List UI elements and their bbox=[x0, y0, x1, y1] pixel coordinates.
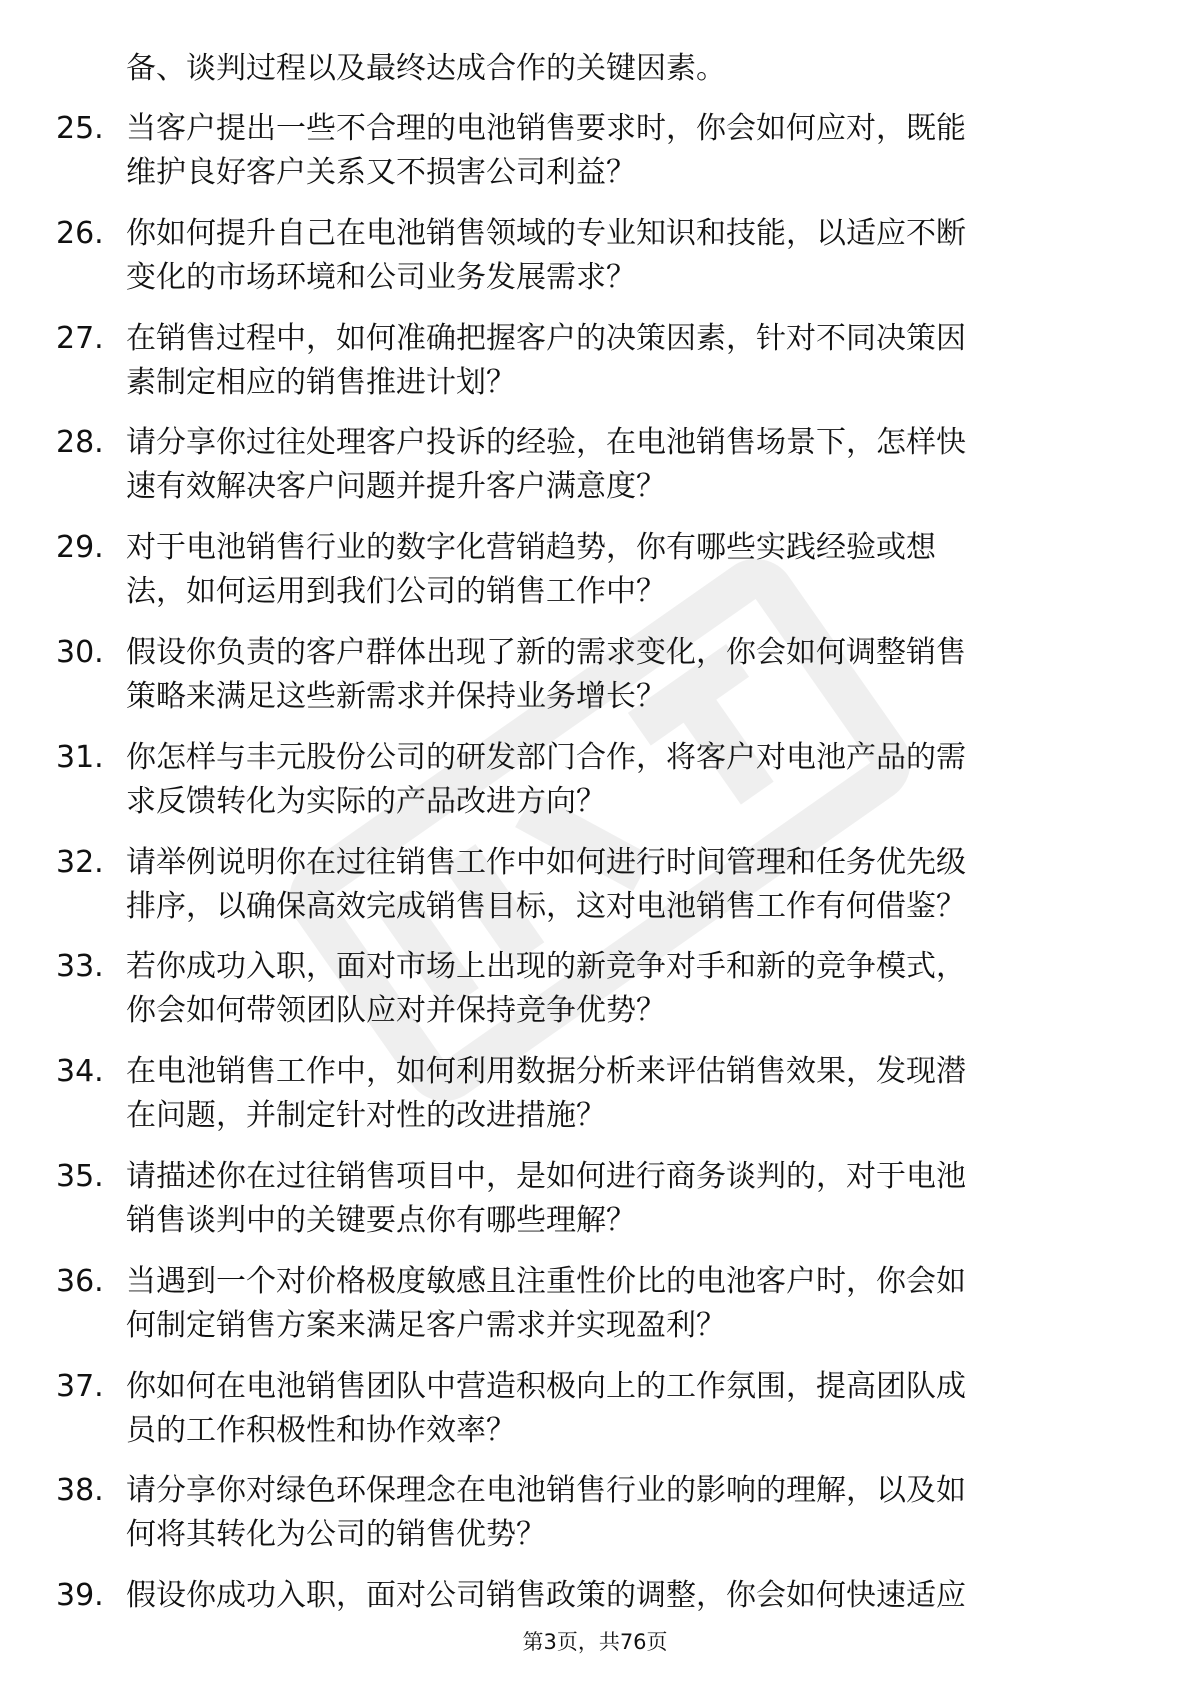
question-item bbox=[0, 946, 1190, 1051]
question-number: 30. bbox=[56, 634, 104, 670]
question-item bbox=[0, 1051, 1190, 1156]
question-text-line: 维护良好客户关系又不损害公司利益？ bbox=[126, 155, 636, 190]
question-text-line: 请分享你对绿色环保理念在电池销售行业的影响的理解，以及如 bbox=[126, 1473, 966, 1509]
question-number: 35. bbox=[56, 1158, 104, 1194]
question-text-line: 当遇到一个对价格极度敏感且注重性价比的电池客户时，你会如 bbox=[126, 1263, 966, 1299]
question-text-line: 速有效解决客户问题并提升客户满意度？ bbox=[126, 469, 666, 505]
question-text-line: 假设你成功入职，面对公司销售政策的调整，你会如何快速适应 bbox=[126, 1578, 966, 1614]
question-item bbox=[0, 1261, 1190, 1366]
question-number: 31. bbox=[56, 739, 104, 775]
question-text-line: 排序，以确保高效完成销售目标，这对电池销售工作有何借鉴？ bbox=[126, 888, 966, 924]
question-text-line: 求反馈转化为实际的产品改进方向？ bbox=[126, 783, 606, 819]
question-text-line: 请举例说明你在过往销售工作中如何进行时间管理和任务优先级 bbox=[126, 844, 966, 880]
question-number: 38. bbox=[56, 1473, 104, 1509]
question-text-line: 若你成功入职，面对市场上出现的新竞争对手和新的竞争模式， bbox=[126, 949, 966, 985]
question-text-line: 销售谈判中的关键要点你有哪些理解？ bbox=[126, 1202, 636, 1238]
question-number: 37. bbox=[56, 1368, 104, 1404]
question-item bbox=[0, 422, 1190, 527]
question-text-line: 你怎样与丰元股份公司的研发部门合作，将客户对电池产品的需 bbox=[126, 739, 966, 775]
question-number: 29. bbox=[56, 530, 104, 566]
question-text-line: 法，如何运用到我们公司的销售工作中？ bbox=[126, 574, 666, 610]
question-number: 27. bbox=[56, 320, 104, 356]
question-item bbox=[0, 213, 1190, 318]
question-text-line: 当客户提出一些不合理的电池销售要求时，你会如何应对，既能 bbox=[126, 111, 966, 146]
question-text-line: 请描述你在过往销售项目中，是如何进行商务谈判的，对于电池 bbox=[126, 1158, 966, 1194]
question-item bbox=[0, 1470, 1190, 1575]
continued-question-text: 备、谈判过程以及最终达成合作的关键因素。 bbox=[126, 51, 726, 86]
question-text-line: 员的工作积极性和协作效率？ bbox=[126, 1412, 516, 1448]
question-item bbox=[0, 527, 1190, 632]
question-number: 28. bbox=[56, 425, 104, 461]
question-text-line: 何将其转化为公司的销售优势？ bbox=[126, 1517, 546, 1553]
question-item bbox=[0, 737, 1190, 842]
question-number: 32. bbox=[56, 844, 104, 880]
question-number: 34. bbox=[56, 1054, 104, 1090]
question-number: 36. bbox=[56, 1263, 104, 1299]
question-text-line: 在问题，并制定针对性的改进措施？ bbox=[126, 1098, 606, 1134]
question-text-line: 你会如何带领团队应对并保持竞争优势？ bbox=[126, 993, 666, 1029]
question-item bbox=[0, 1156, 1190, 1261]
question-list bbox=[0, 108, 1190, 1680]
question-text-line: 变化的市场环境和公司业务发展需求？ bbox=[126, 259, 636, 295]
page-number-footer: 第3页，共76页 bbox=[522, 1630, 668, 1654]
question-text-line: 策略来满足这些新需求并保持业务增长？ bbox=[126, 678, 666, 714]
question-item bbox=[0, 1366, 1190, 1471]
question-text-line: 假设你负责的客户群体出现了新的需求变化，你会如何调整销售 bbox=[126, 634, 966, 670]
question-number: 25. bbox=[56, 111, 104, 146]
question-text-line: 在销售过程中，如何准确把握客户的决策因素，针对不同决策因 bbox=[126, 320, 966, 356]
question-number: 26. bbox=[56, 215, 104, 251]
question-text-line: 请分享你过往处理客户投诉的经验，在电池销售场景下，怎样快 bbox=[126, 425, 966, 461]
question-text-line: 素制定相应的销售推进计划？ bbox=[126, 364, 516, 400]
question-text-line: 何制定销售方案来满足客户需求并实现盈利？ bbox=[126, 1307, 726, 1343]
question-number: 39. bbox=[56, 1578, 104, 1614]
question-item bbox=[0, 108, 1190, 213]
question-item bbox=[0, 318, 1190, 423]
question-text-line: 对于电池销售行业的数字化营销趋势，你有哪些实践经验或想 bbox=[126, 530, 936, 566]
question-text-line: 在电池销售工作中，如何利用数据分析来评估销售效果，发现潜 bbox=[126, 1054, 966, 1090]
question-text-line: 你如何提升自己在电池销售领域的专业知识和技能，以适应不断 bbox=[126, 215, 966, 251]
question-text-line: 你如何在电池销售团队中营造积极向上的工作氛围，提高团队成 bbox=[126, 1368, 966, 1404]
question-item bbox=[0, 632, 1190, 737]
question-number: 33. bbox=[56, 949, 104, 985]
question-item bbox=[0, 842, 1190, 947]
